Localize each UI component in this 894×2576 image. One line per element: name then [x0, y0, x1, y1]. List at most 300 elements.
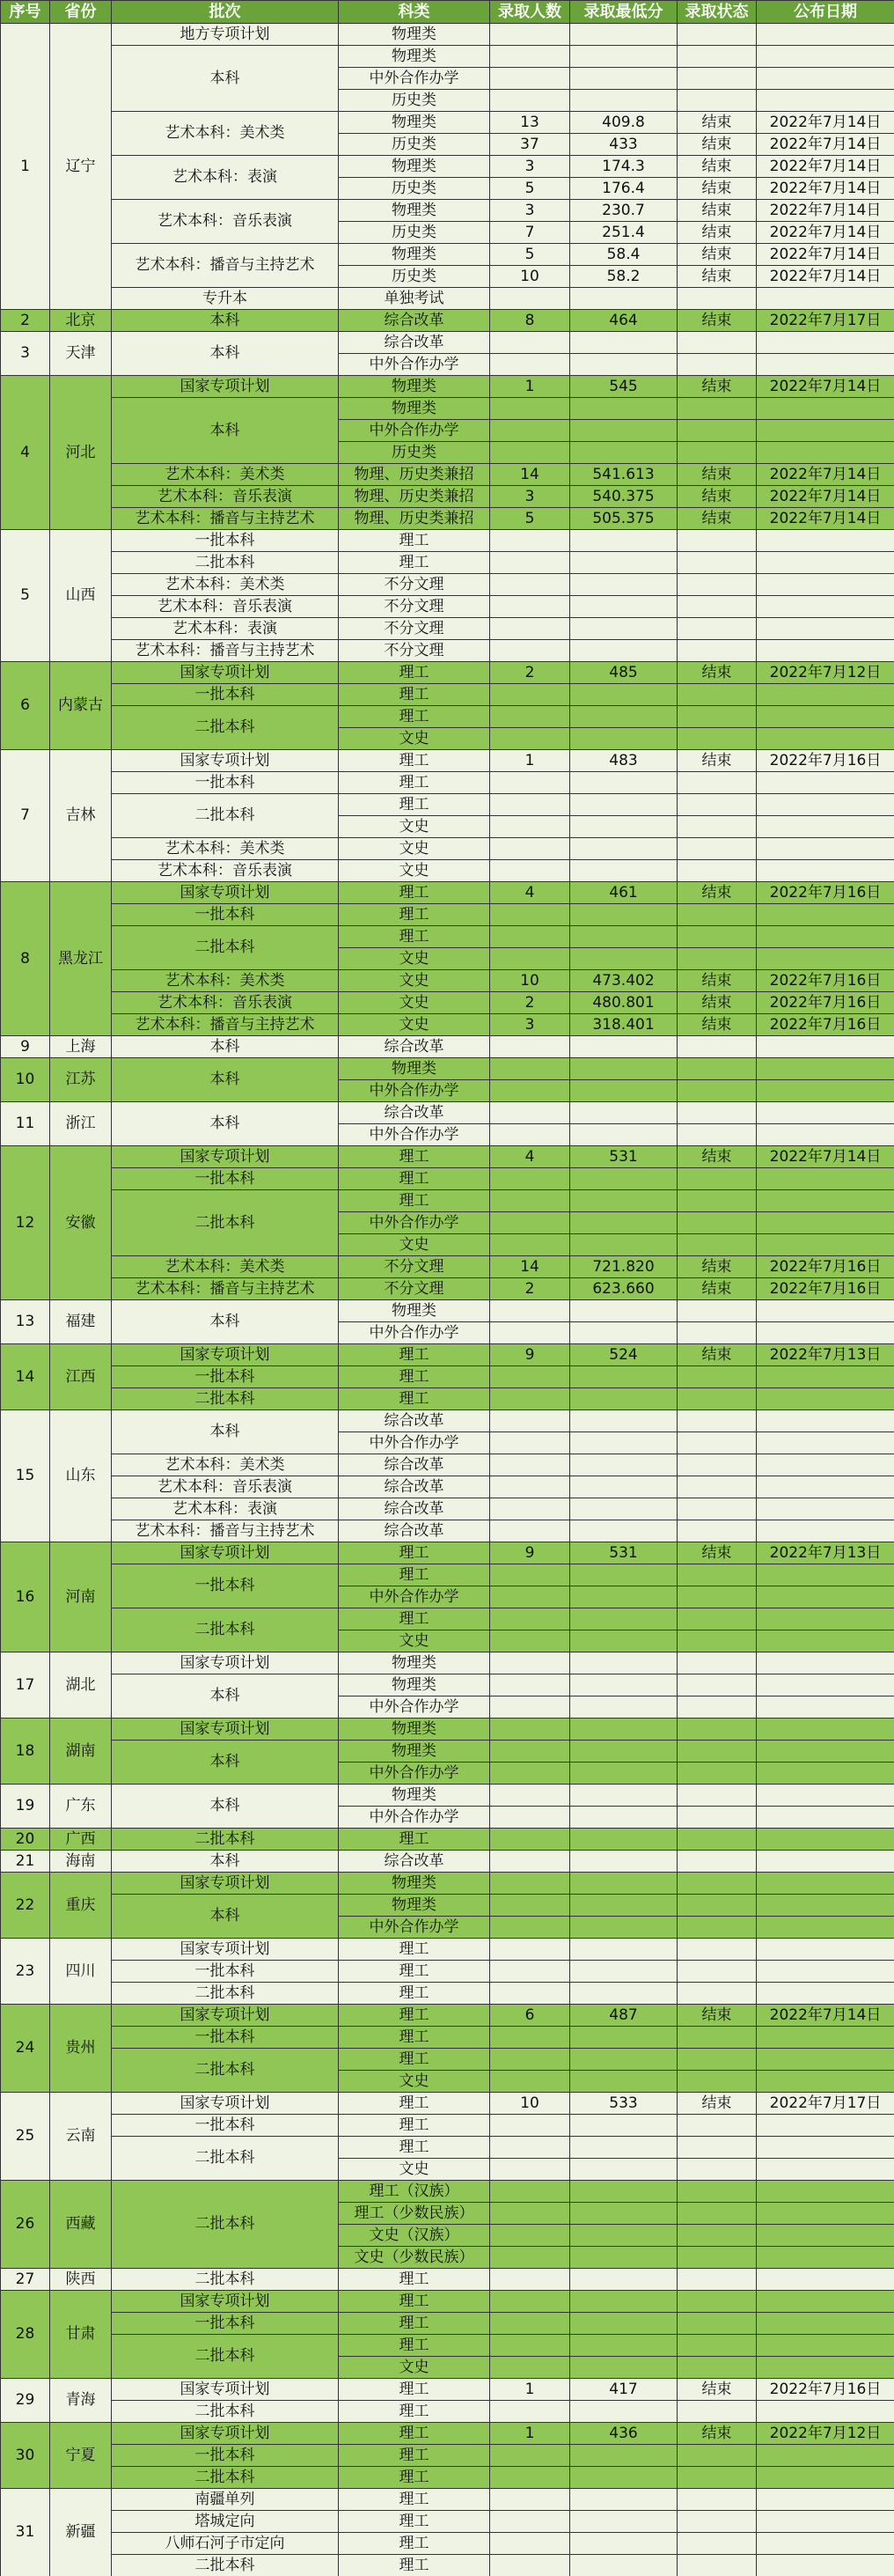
status-cell: 结束 [678, 156, 757, 178]
publish-date-cell [757, 1410, 894, 1432]
status-cell [678, 2401, 757, 2423]
publish-date-cell [757, 2027, 894, 2049]
category-cell: 不分文理 [339, 618, 490, 640]
category-cell: 历史类 [339, 222, 490, 244]
admit-count-cell [490, 2335, 570, 2357]
admit-count-cell [490, 1807, 570, 1829]
admit-count-cell [490, 618, 570, 640]
admit-count-cell [490, 1983, 570, 2005]
publish-date-cell [757, 948, 894, 970]
category-cell: 历史类 [339, 266, 490, 288]
category-cell: 文史（少数民族） [339, 2247, 490, 2269]
admit-count-cell: 1 [490, 750, 570, 772]
status-cell: 结束 [678, 310, 757, 332]
admit-count-cell [490, 2049, 570, 2071]
publish-date-cell [757, 2049, 894, 2071]
admit-count-cell [490, 2467, 570, 2489]
admit-count-cell [490, 926, 570, 948]
table-row [1, 618, 894, 640]
batch-name: 八师石河子市定向 [112, 2533, 339, 2555]
status-cell [678, 618, 757, 640]
publish-date-cell: 2022年7月12日 [757, 2423, 894, 2445]
status-cell [678, 354, 757, 376]
col-header-count: 录取人数 [490, 1, 570, 24]
admit-count-cell [490, 1917, 570, 1939]
table-row [1, 2313, 894, 2335]
status-cell [678, 2269, 757, 2291]
category-cell: 中外合作办学 [339, 1080, 490, 1102]
status-cell [678, 2225, 757, 2247]
status-cell [678, 1168, 757, 1190]
category-cell: 物理类 [339, 1785, 490, 1807]
publish-date-cell [757, 2313, 894, 2335]
admit-count-cell [490, 2401, 570, 2423]
batch-name: 二批本科 [112, 2467, 339, 2489]
status-cell: 结束 [678, 508, 757, 530]
category-cell: 物理类 [339, 156, 490, 178]
admit-count-cell [490, 442, 570, 464]
batch-name: 一批本科 [112, 904, 339, 926]
min-score-cell [570, 2401, 678, 2423]
batch-name: 一批本科 [112, 2115, 339, 2137]
status-cell [678, 1476, 757, 1498]
batch-name: 国家专项计划 [112, 882, 339, 904]
publish-date-cell: 2022年7月16日 [757, 1256, 894, 1278]
category-cell: 文史 [339, 1234, 490, 1256]
batch-name: 二批本科 [112, 2335, 339, 2379]
admit-count-cell: 3 [490, 156, 570, 178]
min-score-cell [570, 1895, 678, 1917]
table-row [1, 772, 894, 794]
category-cell: 物理类 [339, 244, 490, 266]
publish-date-cell [757, 46, 894, 68]
table-row [1, 1256, 894, 1278]
publish-date-cell [757, 2159, 894, 2181]
status-cell [678, 1124, 757, 1146]
status-cell [678, 530, 757, 552]
batch-name: 国家专项计划 [112, 750, 339, 772]
min-score-cell [570, 90, 678, 112]
table-row [1, 2093, 894, 2115]
category-cell: 理工 [339, 662, 490, 684]
row-number: 23 [1, 1939, 50, 2005]
publish-date-cell [757, 574, 894, 596]
category-cell: 理工 [339, 706, 490, 728]
min-score-cell: 721.820 [570, 1256, 678, 1278]
min-score-cell [570, 1608, 678, 1630]
min-score-cell [570, 398, 678, 420]
publish-date-cell [757, 1917, 894, 1939]
admit-count-cell: 6 [490, 2005, 570, 2027]
status-cell [678, 1763, 757, 1785]
min-score-cell [570, 288, 678, 310]
table-row [1, 2137, 894, 2159]
batch-name: 二批本科 [112, 794, 339, 838]
table-row [1, 2291, 894, 2313]
batch-name: 国家专项计划 [112, 2379, 339, 2401]
admit-count-cell: 4 [490, 882, 570, 904]
table-row [1, 1410, 894, 1432]
admit-count-cell [490, 1410, 570, 1432]
table-row [1, 288, 894, 310]
table-row [1, 794, 894, 816]
admit-count-cell [490, 1322, 570, 1344]
table-row [1, 596, 894, 618]
admit-count-cell: 14 [490, 1256, 570, 1278]
min-score-cell [570, 2071, 678, 2093]
table-row [1, 1983, 894, 2005]
min-score-cell [570, 2335, 678, 2357]
min-score-cell [570, 2357, 678, 2379]
min-score-cell: 533 [570, 2093, 678, 2115]
min-score-cell [570, 596, 678, 618]
admit-count-cell: 1 [490, 2423, 570, 2445]
status-cell [678, 926, 757, 948]
min-score-cell [570, 1366, 678, 1388]
table-row [1, 486, 894, 508]
row-number: 11 [1, 1102, 50, 1146]
status-cell [678, 1388, 757, 1410]
category-cell: 综合改革 [339, 310, 490, 332]
province-name: 海南 [50, 1851, 112, 1873]
table-row [1, 1851, 894, 1873]
min-score-cell [570, 1961, 678, 1983]
row-number: 25 [1, 2093, 50, 2181]
min-score-cell: 436 [570, 2423, 678, 2445]
admit-count-cell [490, 1036, 570, 1058]
admit-count-cell [490, 2313, 570, 2335]
batch-name: 国家专项计划 [112, 2291, 339, 2313]
publish-date-cell: 2022年7月14日 [757, 508, 894, 530]
status-cell [678, 838, 757, 860]
batch-name: 二批本科 [112, 2401, 339, 2423]
table-row [1, 640, 894, 662]
publish-date-cell [757, 2071, 894, 2093]
batch-name: 艺术本科：播音与主持艺术 [112, 640, 339, 662]
province-name: 宁夏 [50, 2423, 112, 2489]
admit-count-cell: 4 [490, 1146, 570, 1168]
admit-count-cell [490, 2247, 570, 2269]
table-row [1, 904, 894, 926]
category-cell: 理工 [339, 2291, 490, 2313]
status-cell [678, 288, 757, 310]
row-number: 8 [1, 882, 50, 1036]
min-score-cell [570, 46, 678, 68]
publish-date-cell [757, 1454, 894, 1476]
status-cell [678, 2313, 757, 2335]
table-row [1, 2335, 894, 2357]
status-cell: 结束 [678, 244, 757, 266]
status-cell [678, 1102, 757, 1124]
status-cell: 结束 [678, 464, 757, 486]
category-cell: 理工 [339, 1146, 490, 1168]
table-row [1, 2489, 894, 2511]
min-score-cell [570, 2203, 678, 2225]
province-name: 青海 [50, 2379, 112, 2423]
row-number: 19 [1, 1785, 50, 1829]
province-name: 辽宁 [50, 24, 112, 310]
admit-count-cell: 2 [490, 1278, 570, 1300]
admit-count-cell [490, 1674, 570, 1696]
status-cell [678, 640, 757, 662]
table-row [1, 1058, 894, 1080]
status-cell: 结束 [678, 2423, 757, 2445]
province-name: 江苏 [50, 1058, 112, 1102]
min-score-cell: 230.7 [570, 200, 678, 222]
min-score-cell: 176.4 [570, 178, 678, 200]
province-name: 山东 [50, 1410, 112, 1542]
status-cell [678, 574, 757, 596]
publish-date-cell [757, 1961, 894, 1983]
min-score-cell [570, 1917, 678, 1939]
min-score-cell [570, 1498, 678, 1520]
batch-name: 一批本科 [112, 772, 339, 794]
admit-count-cell: 1 [490, 2379, 570, 2401]
category-cell: 理工 [339, 1366, 490, 1388]
table-row [1, 1674, 894, 1696]
min-score-cell: 318.401 [570, 1014, 678, 1036]
min-score-cell [570, 2489, 678, 2511]
admit-count-cell [490, 1432, 570, 1454]
min-score-cell [570, 1476, 678, 1498]
publish-date-cell [757, 1851, 894, 1873]
admit-count-cell [490, 838, 570, 860]
batch-name: 本科 [112, 1058, 339, 1102]
table-row [1, 2401, 894, 2423]
category-cell: 理工（少数民族） [339, 2203, 490, 2225]
publish-date-cell [757, 24, 894, 46]
row-number: 18 [1, 1719, 50, 1785]
admit-count-cell [490, 530, 570, 552]
publish-date-cell [757, 1520, 894, 1542]
category-cell: 中外合作办学 [339, 354, 490, 376]
table-row [1, 1300, 894, 1322]
status-cell [678, 1432, 757, 1454]
province-name: 广东 [50, 1785, 112, 1829]
row-number: 29 [1, 2379, 50, 2423]
batch-name: 艺术本科：美术类 [112, 464, 339, 486]
category-cell: 单独考试 [339, 288, 490, 310]
publish-date-cell [757, 398, 894, 420]
status-cell: 结束 [678, 2379, 757, 2401]
admit-count-cell [490, 1785, 570, 1807]
status-cell [678, 1586, 757, 1608]
publish-date-cell [757, 2291, 894, 2313]
status-cell [678, 948, 757, 970]
publish-date-cell [757, 1586, 894, 1608]
admit-count-cell [490, 1300, 570, 1322]
status-cell [678, 1807, 757, 1829]
admit-count-cell [490, 1939, 570, 1961]
publish-date-cell [757, 2467, 894, 2489]
admit-count-cell: 1 [490, 376, 570, 398]
publish-date-cell [757, 1102, 894, 1124]
batch-name: 本科 [112, 1674, 339, 1719]
batch-name: 二批本科 [112, 1608, 339, 1652]
batch-name: 艺术本科：音乐表演 [112, 992, 339, 1014]
admit-count-cell [490, 2027, 570, 2049]
min-score-cell: 251.4 [570, 222, 678, 244]
category-cell: 理工 [339, 2269, 490, 2291]
admit-count-cell [490, 398, 570, 420]
min-score-cell: 487 [570, 2005, 678, 2027]
publish-date-cell [757, 2181, 894, 2203]
status-cell [678, 596, 757, 618]
admit-count-cell [490, 1212, 570, 1234]
min-score-cell: 409.8 [570, 112, 678, 134]
batch-name: 本科 [112, 1851, 339, 1873]
table-row [1, 530, 894, 552]
publish-date-cell [757, 1234, 894, 1256]
min-score-cell [570, 24, 678, 46]
row-number: 13 [1, 1300, 50, 1344]
min-score-cell: 480.801 [570, 992, 678, 1014]
publish-date-cell [757, 860, 894, 882]
batch-name: 南疆单列 [112, 2489, 339, 2511]
status-cell [678, 772, 757, 794]
publish-date-cell [757, 1696, 894, 1719]
publish-date-cell [757, 1785, 894, 1807]
min-score-cell [570, 2247, 678, 2269]
admit-count-cell [490, 1652, 570, 1674]
table-row [1, 1939, 894, 1961]
batch-name: 专升本 [112, 288, 339, 310]
table-row [1, 1829, 894, 1851]
category-cell: 历史类 [339, 442, 490, 464]
publish-date-cell [757, 1322, 894, 1344]
min-score-cell: 417 [570, 2379, 678, 2401]
province-name: 吉林 [50, 750, 112, 882]
row-number: 7 [1, 750, 50, 882]
row-number: 31 [1, 2489, 50, 2576]
status-cell: 结束 [678, 970, 757, 992]
category-cell: 理工 [339, 2511, 490, 2533]
admit-count-cell [490, 1719, 570, 1741]
category-cell: 理工 [339, 1961, 490, 1983]
row-number: 6 [1, 662, 50, 750]
min-score-cell [570, 772, 678, 794]
batch-name: 二批本科 [112, 2269, 339, 2291]
table-row [1, 2115, 894, 2137]
publish-date-cell [757, 904, 894, 926]
status-cell [678, 46, 757, 68]
admit-count-cell [490, 1696, 570, 1719]
publish-date-cell [757, 1212, 894, 1234]
table-row [1, 1542, 894, 1564]
batch-name: 艺术本科：播音与主持艺术 [112, 1278, 339, 1300]
min-score-cell: 524 [570, 1344, 678, 1366]
province-name: 湖南 [50, 1719, 112, 1785]
table-row [1, 1102, 894, 1124]
table-row [1, 24, 894, 46]
category-cell: 理工 [339, 1608, 490, 1630]
category-cell: 物理类 [339, 1058, 490, 1080]
status-cell [678, 420, 757, 442]
status-cell [678, 90, 757, 112]
province-name: 广西 [50, 1829, 112, 1851]
category-cell: 综合改革 [339, 1498, 490, 1520]
status-cell [678, 1785, 757, 1807]
publish-date-cell: 2022年7月16日 [757, 882, 894, 904]
batch-name: 艺术本科：播音与主持艺术 [112, 508, 339, 530]
publish-date-cell: 2022年7月16日 [757, 1014, 894, 1036]
min-score-cell [570, 1696, 678, 1719]
row-number: 9 [1, 1036, 50, 1058]
status-cell [678, 68, 757, 90]
min-score-cell [570, 1829, 678, 1851]
status-cell [678, 1741, 757, 1763]
publish-date-cell [757, 2115, 894, 2137]
min-score-cell: 433 [570, 134, 678, 156]
table-row [1, 464, 894, 486]
batch-name: 一批本科 [112, 1168, 339, 1190]
table-row [1, 156, 894, 178]
col-header-batch: 批次 [112, 1, 339, 24]
status-cell [678, 1917, 757, 1939]
category-cell: 理工 [339, 2423, 490, 2445]
table-row [1, 926, 894, 948]
publish-date-cell [757, 2511, 894, 2533]
category-cell: 文史 [339, 1630, 490, 1652]
table-row [1, 1785, 894, 1807]
category-cell: 理工 [339, 1388, 490, 1410]
table-row [1, 1454, 894, 1476]
category-cell: 理工 [339, 1542, 490, 1564]
status-cell: 结束 [678, 222, 757, 244]
row-number: 3 [1, 332, 50, 376]
table-body [1, 24, 894, 2576]
category-cell: 历史类 [339, 90, 490, 112]
publish-date-cell: 2022年7月12日 [757, 662, 894, 684]
category-cell: 中外合作办学 [339, 68, 490, 90]
admit-count-cell: 5 [490, 244, 570, 266]
publish-date-cell [757, 90, 894, 112]
min-score-cell [570, 1454, 678, 1476]
batch-name: 塔城定向 [112, 2511, 339, 2533]
category-cell: 理工 [339, 1344, 490, 1366]
province-name: 福建 [50, 1300, 112, 1344]
batch-name: 艺术本科：美术类 [112, 112, 339, 156]
admit-count-cell [490, 1366, 570, 1388]
publish-date-cell [757, 1366, 894, 1388]
category-cell: 综合改革 [339, 1410, 490, 1432]
category-cell: 文史 [339, 816, 490, 838]
status-cell [678, 2511, 757, 2533]
admit-count-cell [490, 816, 570, 838]
batch-name: 国家专项计划 [112, 1652, 339, 1674]
batch-name: 本科 [112, 398, 339, 464]
status-cell [678, 2137, 757, 2159]
category-cell: 综合改革 [339, 1102, 490, 1124]
category-cell: 中外合作办学 [339, 1432, 490, 1454]
status-cell [678, 1829, 757, 1851]
min-score-cell [570, 1410, 678, 1432]
min-score-cell: 483 [570, 750, 678, 772]
table-row [1, 332, 894, 354]
min-score-cell [570, 860, 678, 882]
admit-count-cell: 14 [490, 464, 570, 486]
admit-count-cell [490, 1388, 570, 1410]
status-cell [678, 24, 757, 46]
status-cell [678, 1895, 757, 1917]
status-cell: 结束 [678, 200, 757, 222]
category-cell: 综合改革 [339, 1851, 490, 1873]
category-cell: 理工 [339, 926, 490, 948]
status-cell: 结束 [678, 376, 757, 398]
table-row [1, 2445, 894, 2467]
admit-count-cell [490, 1961, 570, 1983]
publish-date-cell: 2022年7月14日 [757, 222, 894, 244]
